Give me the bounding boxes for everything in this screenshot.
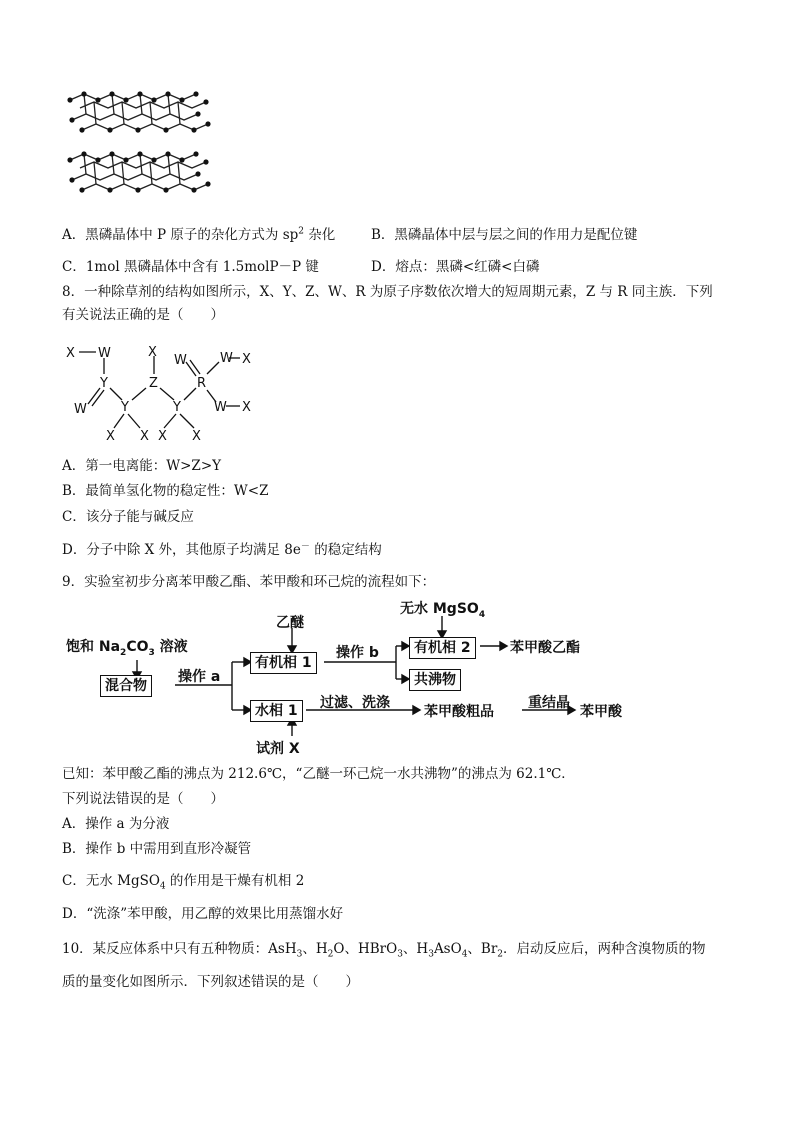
q7-option-a-tail: 杂化 — [304, 227, 336, 243]
q9-flowchart — [62, 596, 682, 760]
q8-option-b: B．最简单氢化物的稳定性：W<Z — [62, 483, 269, 499]
q9-ask: 下列说法错误的是（ ） — [62, 791, 224, 807]
q8-option-d-tail: 的稳定结构 — [309, 542, 382, 558]
q7-option-a — [62, 226, 335, 244]
atom-y: Y — [121, 400, 129, 415]
q8-option-c: C．该分子能与碱反应 — [62, 509, 194, 525]
q10-stem-line1 — [62, 940, 706, 958]
q10-s2: 2 — [327, 949, 334, 960]
q10-t0: 10．某反应体系中只有五种物质：AsH — [62, 941, 297, 957]
ester-label: 苯甲酸乙酯 — [510, 640, 580, 656]
crude-acid-label: 苯甲酸粗品 — [424, 704, 494, 720]
q9-option-d: D．“洗涤”苯甲酸，用乙醇的效果比用蒸馏水好 — [62, 906, 344, 922]
q8-option-d-text: D．分子中除 X 外，其他原子均满足 8e — [62, 542, 301, 558]
q8-stem-line2: 有关说法正确的是（ ） — [62, 307, 224, 323]
q7-option-c: C．1mol 黑磷晶体中含有 1.5molP－P 键 — [62, 259, 319, 275]
recrystallization-label: 重结晶 — [528, 695, 570, 711]
sat-sub2: 3 — [148, 647, 155, 658]
atom-x: X — [158, 429, 167, 444]
q8-option-d — [62, 541, 382, 559]
q10-s6: 2 — [497, 949, 504, 960]
q7-option-b: B．黑磷晶体中层与层之间的作用力是配位键 — [371, 227, 638, 243]
atom-w: W — [220, 351, 233, 366]
q8-option-a: A．第一电离能：W>Z>Y — [62, 458, 222, 474]
op-a-label: 操作 a — [178, 669, 221, 685]
q10-t4: AsO — [433, 941, 462, 957]
q10-s3: 3 — [397, 949, 403, 960]
q10-stem-line2: 质的量变化如图所示．下列叙述错误的是（ ） — [62, 974, 359, 990]
q10-t2: O、HBrO — [333, 941, 398, 957]
benzoic-acid-label: 苯甲酸 — [580, 704, 622, 720]
q9-option-c-tail: 的作用是干燥有机相 2 — [165, 873, 305, 889]
herbicide-structure-figure — [62, 342, 262, 446]
atom-w: W — [98, 346, 111, 361]
flowchart-arrows — [62, 596, 682, 760]
anhydrous-mgso4-label — [400, 598, 485, 618]
q10-s1: 3 — [296, 949, 303, 960]
atom-w: W — [174, 353, 187, 368]
q7-option-a-text: A．黑磷晶体中 P 原子的杂化方式为 sp — [62, 227, 299, 243]
atom-w: W — [74, 402, 87, 417]
sat-post: 溶液 — [154, 639, 188, 655]
anhydrous-sub: 4 — [478, 609, 486, 620]
sat-pre: 饱和 Na — [66, 639, 121, 655]
azeotrope-box: 共沸物 — [409, 669, 461, 691]
q9-option-c-text: C．无水 MgSO — [62, 873, 160, 889]
mixture-box: 混合物 — [100, 675, 152, 697]
atom-y: Y — [100, 376, 108, 391]
q8-stem-line1: 8．一种除草剂的结构如图所示，X、Y、Z、W、R 为原子序数依次增大的短周期元素，Z 与 R 同主族．下列 — [62, 284, 713, 300]
atom-w: W — [214, 400, 227, 415]
q10-t5: 、Br — [467, 941, 498, 957]
q9-stem: 9．实验室初步分离苯甲酸乙酯、苯甲酸和环己烷的流程如下： — [62, 574, 436, 590]
q8-option-d-sup: － — [300, 541, 310, 552]
sat-mid: CO — [126, 639, 149, 655]
q10-s5: 4 — [461, 949, 468, 960]
atom-x: X — [148, 345, 157, 360]
q9-known: 已知：苯甲酸乙酯的沸点为 212.6℃，“乙醚一环己烷一水共沸物”的沸点为 62.1℃． — [62, 766, 575, 782]
q10-t3: 、H — [402, 941, 429, 957]
atom-x: X — [66, 346, 75, 361]
q7-option-a-sup: 2 — [298, 226, 305, 237]
ether-label: 乙醚 — [276, 615, 304, 631]
aqueous-phase-1-box: 水相 1 — [250, 700, 303, 722]
sat-na2co3-label — [66, 636, 188, 656]
atom-r: R — [197, 376, 207, 391]
black-phosphorus-structure-figure — [62, 86, 214, 206]
q10-t6: ．启动反应后，两种含溴物质的物 — [503, 941, 706, 957]
atom-z: Z — [149, 376, 158, 391]
organic-phase-1-box: 有机相 1 — [250, 652, 317, 674]
q9-option-c — [62, 872, 304, 890]
anhydrous-text: 无水 MgSO — [400, 601, 479, 617]
q10-s4: 3 — [428, 949, 434, 960]
q10-t1: 、H — [302, 941, 328, 957]
atom-x: X — [242, 352, 251, 367]
reagent-x-label: 试剂 X — [256, 741, 300, 757]
q9-option-a: A．操作 a 为分液 — [62, 816, 170, 832]
q7-option-d: D．熔点：黑磷<红磷<白磷 — [371, 259, 540, 275]
op-b-label: 操作 b — [336, 645, 379, 661]
atom-x: X — [192, 429, 201, 444]
atom-y: Y — [173, 400, 181, 415]
atom-x: X — [242, 400, 251, 415]
atom-x: X — [106, 429, 115, 444]
q9-option-b: B．操作 b 中需用到直形冷凝管 — [62, 841, 252, 857]
filter-wash-label: 过滤、洗涤 — [320, 695, 390, 711]
organic-phase-2-box: 有机相 2 — [409, 637, 476, 659]
sat-sub1: 2 — [120, 647, 127, 658]
q9-option-c-sub: 4 — [159, 881, 166, 892]
atom-x: X — [140, 429, 149, 444]
